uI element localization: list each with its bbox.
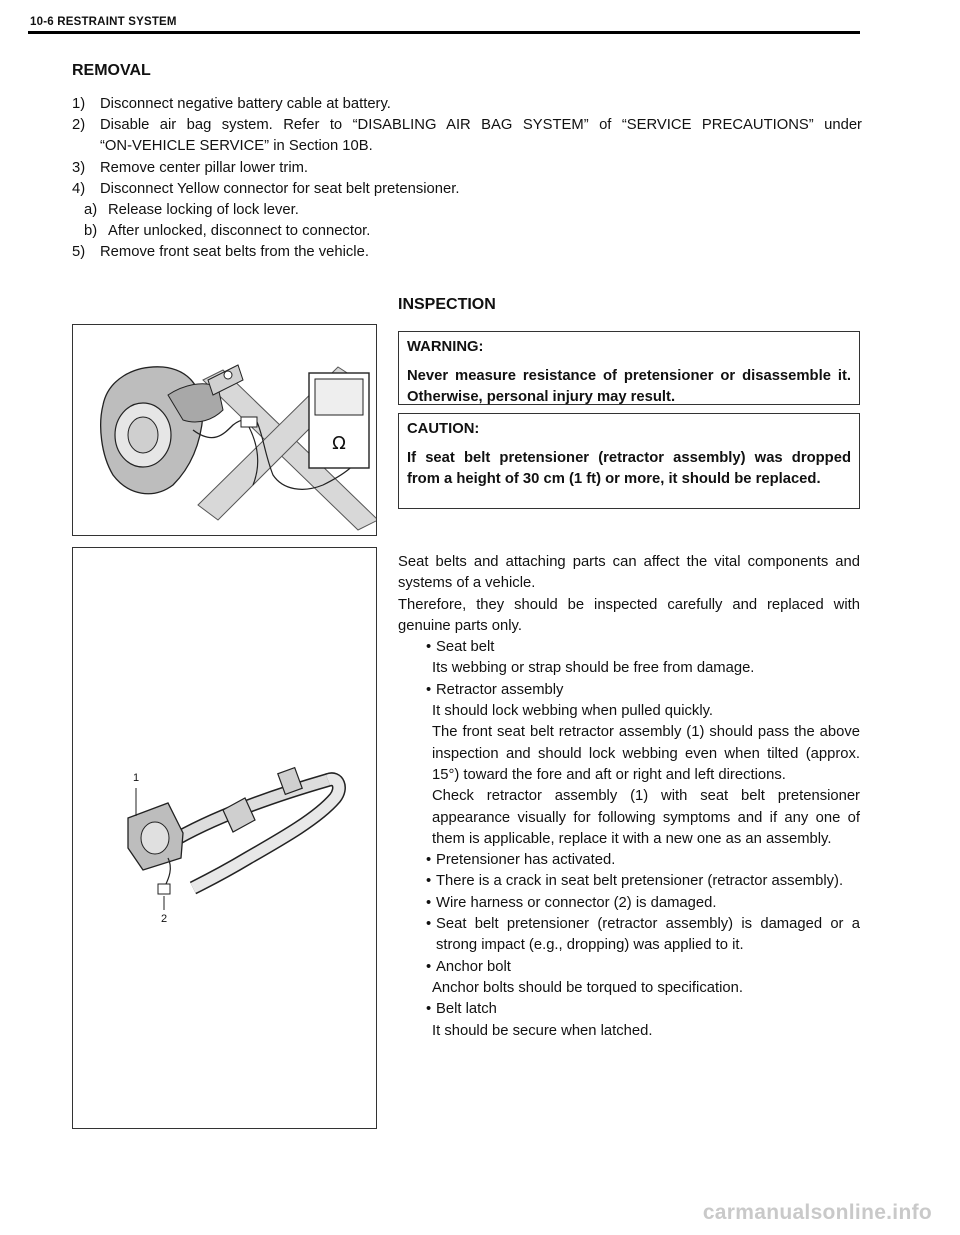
bullet: • (426, 916, 432, 933)
bullet: • (426, 1001, 432, 1018)
bullet: • (426, 894, 432, 911)
retractor-spool (141, 822, 169, 854)
inspection-heading: INSPECTION (398, 296, 496, 313)
item-title: Seat belt (436, 639, 495, 656)
item-title: Wire harness or connector (2) is damaged. (436, 894, 717, 911)
inspection-item (398, 850, 860, 871)
inspection-item (398, 637, 860, 658)
caution-text: If seat belt pretensioner (retractor assembly) was dropped from a height of 30 cm (1 ft) or more, it should be replaced. (407, 449, 851, 487)
removal-step (72, 94, 862, 115)
intro-paragraph-1: Seat belts and attaching parts can affect the vital components and systems of a vehicle. (398, 554, 860, 592)
step-number: 4) (72, 180, 86, 197)
inspection-item (398, 680, 860, 701)
item-line: It should lock webbing when pulled quickly. (432, 703, 714, 720)
callout-2: 2 (161, 913, 168, 925)
step-number: b) (84, 223, 98, 240)
ohmmeter-display (315, 379, 363, 415)
watermark: carmanualsonline.info (702, 1201, 932, 1224)
ohm-symbol: Ω (332, 433, 346, 454)
bullet: • (426, 639, 432, 656)
removal-heading: REMOVAL (72, 62, 151, 79)
step-number: 3) (72, 159, 86, 176)
item-line: Check retractor assembly (1) with seat belt pretensioner appearance visually for following symptoms and if any one of them is applicable, replace it with a new one as an assembly. (432, 788, 860, 847)
inspection-body (398, 552, 860, 1042)
step-number: 1) (72, 96, 86, 112)
inspection-item (398, 957, 860, 978)
removal-substep (72, 200, 862, 221)
bullet: • (426, 681, 432, 698)
item-title: Pretensioner has activated. (436, 852, 616, 869)
step-text: Disconnect Yellow connector for seat belt pretensioner. (100, 180, 460, 197)
removal-steps (72, 94, 862, 264)
step-number: a) (84, 202, 98, 219)
step-text: Remove front seat belts from the vehicle. (100, 244, 369, 261)
item-line: Its webbing or strap should be free from damage. (432, 660, 755, 677)
step-text-line1: Disable air bag system. Refer to “DISABLING AIR BAG SYSTEM” of “SERVICE PRECAUTIONS” under (100, 117, 862, 134)
warning-text: Never measure resistance of pretensioner or disassemble it. Otherwise, personal injury may result. (407, 367, 851, 405)
removal-step (72, 242, 862, 263)
removal-step (72, 179, 862, 200)
intro-paragraph-2: Therefore, they should be inspected carefully and replaced with genuine parts only. (398, 596, 860, 634)
warning-box (398, 331, 860, 405)
item-title: Belt latch (436, 1001, 497, 1018)
page-header: 10-6 RESTRAINT SYSTEM (30, 16, 177, 28)
header-rule (28, 31, 860, 34)
warning-title: WARNING: (407, 339, 484, 355)
step-text (100, 115, 862, 157)
figure-seat-belt-assembly (72, 547, 377, 1129)
inspection-item (398, 999, 860, 1020)
item-title: Retractor assembly (436, 681, 564, 698)
harness-connector (158, 884, 170, 894)
item-title: Seat belt pretensioner (retractor assembly) is damaged or a strong impact (e.g., dropping) was applied to it. (436, 916, 860, 954)
step-text: Disconnect negative battery cable at battery. (100, 96, 391, 112)
removal-step (72, 158, 862, 179)
removal-step (72, 115, 862, 157)
item-title: Anchor bolt (436, 958, 511, 975)
caution-title: CAUTION: (407, 421, 480, 437)
step-number: 2) (72, 117, 86, 134)
bullet: • (426, 873, 432, 890)
bracket-hole (224, 371, 232, 379)
callout-1: 1 (133, 772, 140, 784)
step-text: Release locking of lock lever. (108, 202, 299, 219)
inspection-item (398, 893, 860, 914)
item-line: The front seat belt retractor assembly (1) should pass the above inspection and should lock webbing even when tilted (approx. 15°) toward the fore and aft or right and left directions. (432, 724, 860, 783)
bullet: • (426, 852, 432, 869)
connector (241, 417, 257, 427)
removal-substep (72, 221, 862, 242)
caution-box (398, 413, 860, 509)
ohmmeter-illustration (73, 325, 376, 535)
inspection-item (398, 914, 860, 957)
step-text: After unlocked, disconnect to connector. (108, 223, 371, 240)
retractor-hub (128, 417, 158, 453)
item-line: Anchor bolts should be torqued to specification. (432, 979, 743, 996)
item-title: There is a crack in seat belt pretensioner (retractor assembly). (436, 873, 844, 890)
step-text: Remove center pillar lower trim. (100, 159, 309, 176)
inspection-item (398, 871, 860, 892)
item-line: It should be secure when latched. (432, 1022, 653, 1039)
figure-ohmmeter-crossed (72, 324, 377, 536)
seat-belt-illustration (73, 548, 376, 1128)
step-number: 5) (72, 244, 86, 261)
step-text-line2: “ON-VEHICLE SERVICE” in Section 10B. (100, 138, 373, 155)
bullet: • (426, 958, 432, 975)
